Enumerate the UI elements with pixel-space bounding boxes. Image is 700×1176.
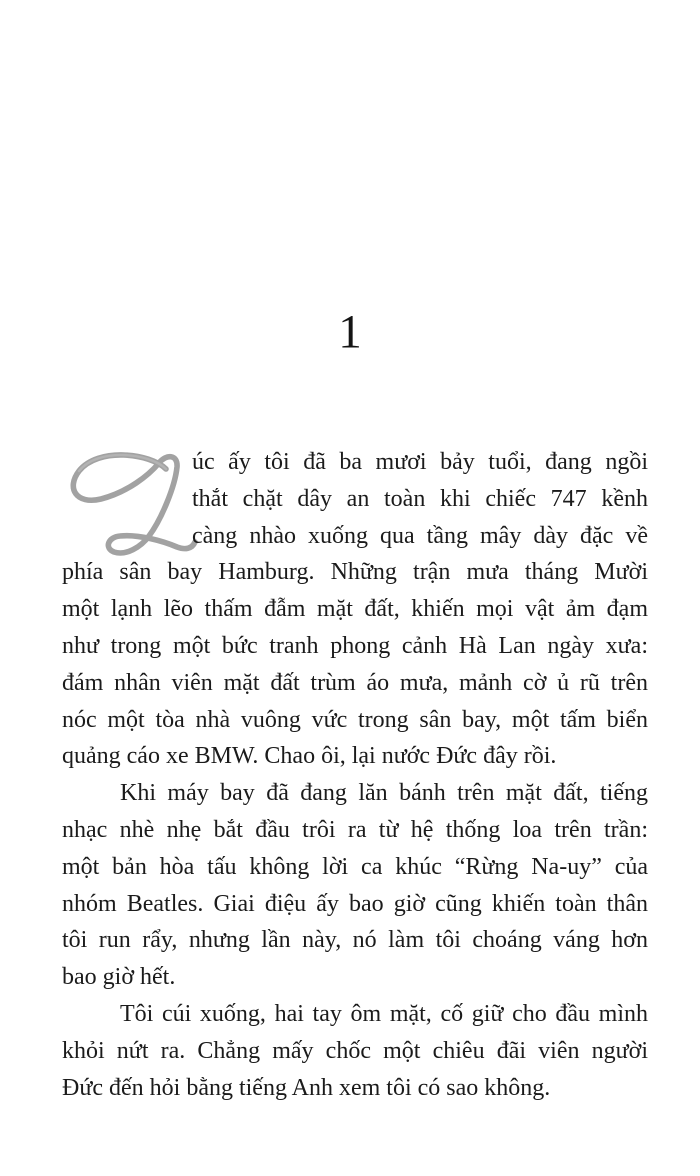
- text-line: một lạnh lẽo thấm đẫm mặt đất, khiến mọi vật ảm đạm: [62, 596, 648, 623]
- text-line: thắt chặt dây an toàn khi chiếc 747 kềnh: [192, 485, 648, 512]
- text-line: nóc một tòa nhà vuông vức trong sân bay, một tấm biển: [62, 706, 648, 733]
- text-line: tôi run rẩy, nhưng lần này, nó làm tôi choáng váng hơn: [62, 927, 648, 954]
- text-line: một bản hòa tấu không lời ca khúc “Rừng Na-uy” của: [62, 853, 648, 880]
- chapter-number: [0, 306, 700, 358]
- text-line: Tôi cúi xuống, hai tay ôm mặt, cố giữ cho đầu mình: [120, 1000, 648, 1027]
- text-line: Đức đến hỏi bằng tiếng Anh xem tôi có sao không.: [62, 1074, 551, 1101]
- chapter-number-text: 1: [338, 305, 362, 359]
- text-line: như trong một bức tranh phong cảnh Hà Lan ngày xưa:: [62, 632, 648, 659]
- text-line: quảng cáo xe BMW. Chao ôi, lại nước Đức đây rồi.: [62, 743, 557, 770]
- text-line: nhạc nhè nhẹ bắt đầu trôi ra từ hệ thống loa trên trần:: [62, 816, 648, 843]
- text-block: [62, 444, 648, 1106]
- text-line: càng nhào xuống qua tầng mây dày đặc về: [192, 522, 648, 549]
- text-line: phía sân bay Hamburg. Những trận mưa tháng Mười: [62, 559, 648, 586]
- text-line: khỏi nứt ra. Chẳng mấy chốc một chiêu đãi viên người: [62, 1037, 648, 1064]
- text-line: Khi máy bay đã đang lăn bánh trên mặt đất, tiếng: [120, 780, 648, 807]
- text-line: đám nhân viên mặt đất trùm áo mưa, mảnh cờ ủ rũ trên: [62, 669, 648, 696]
- text-line: úc ấy tôi đã ba mươi bảy tuổi, đang ngồi: [192, 449, 648, 475]
- text-line: nhóm Beatles. Giai điệu ấy bao giờ cũng khiến toàn thân: [62, 890, 648, 917]
- text-line: bao giờ hết.: [62, 964, 176, 991]
